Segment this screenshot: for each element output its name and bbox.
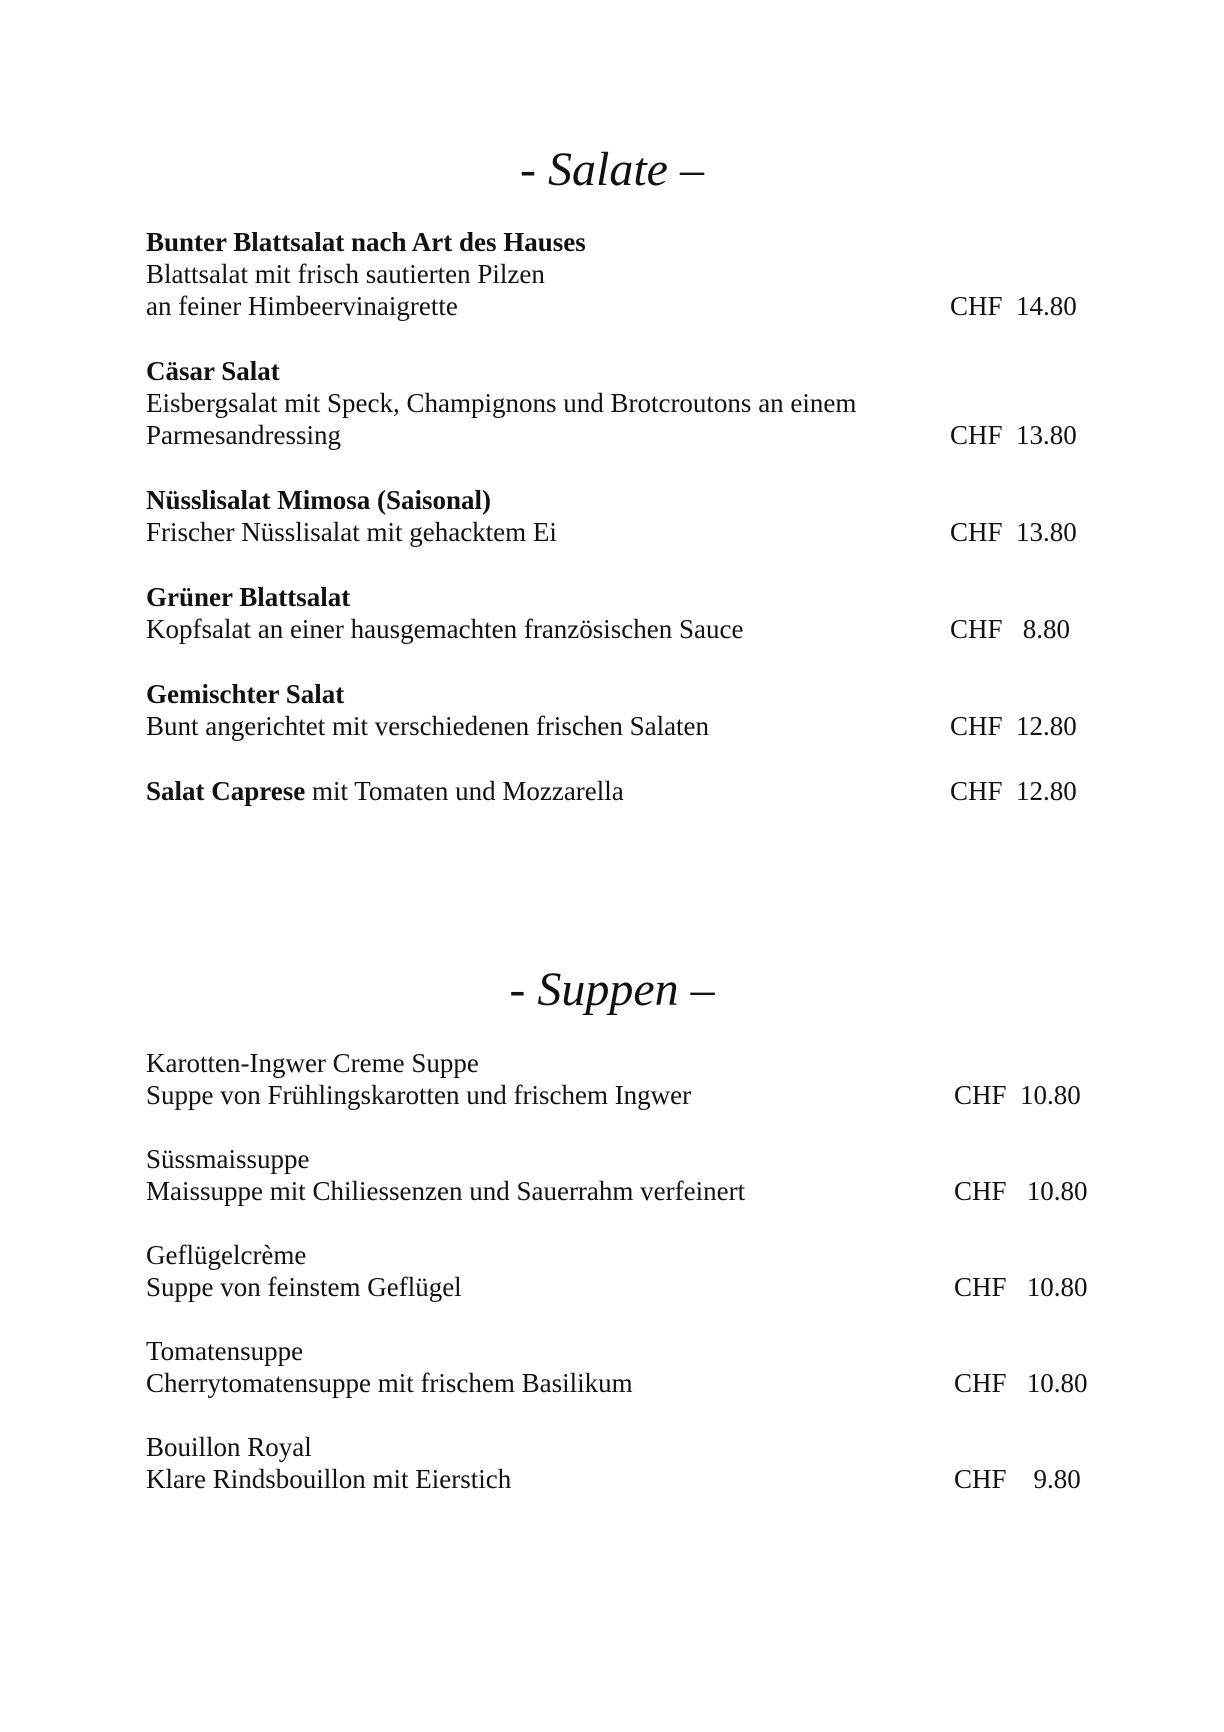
item-description: an feiner Himbeervinaigrette: [146, 291, 458, 321]
menu-item: [146, 484, 1096, 548]
menu-item: [146, 1335, 1096, 1399]
menu-item: [146, 355, 1096, 451]
menu-item: [146, 581, 1096, 645]
item-name: Süssmaissuppe: [146, 1144, 310, 1174]
item-price: CHF 10.80: [954, 1272, 1088, 1302]
item-price: CHF 13.80: [950, 420, 1077, 450]
menu-item: [146, 775, 1096, 807]
item-name: Tomatensuppe: [146, 1336, 304, 1366]
item-name: Karotten-Ingwer Creme Suppe: [146, 1048, 479, 1078]
menu-item: [146, 678, 1096, 742]
item-price: CHF 10.80: [954, 1080, 1081, 1110]
item-name: Geflügelcrème: [146, 1240, 307, 1270]
section-title-suppen: - Suppen –: [509, 963, 715, 1016]
item-description: Suppe von feinstem Geflügel: [146, 1272, 462, 1302]
item-price: CHF 12.80: [950, 711, 1077, 741]
item-price: CHF 9.80: [954, 1464, 1081, 1494]
item-name: Salat Caprese: [146, 776, 306, 806]
item-description: Klare Rindsbouillon mit Eierstich: [146, 1464, 512, 1494]
item-price: CHF 10.80: [954, 1176, 1088, 1206]
item-description: Cherrytomatensuppe mit frischem Basilikum: [146, 1368, 633, 1398]
item-description: Maissuppe mit Chiliessenzen und Sauerrahm verfeinert: [146, 1176, 746, 1206]
item-price: CHF 10.80: [954, 1368, 1088, 1398]
section-title-salate: - Salate –: [520, 143, 704, 196]
item-price: CHF 13.80: [950, 517, 1077, 547]
item-name: Nüsslisalat Mimosa (Saisonal): [146, 485, 492, 515]
item-description: Eisbergsalat mit Speck, Champignons und Brotcroutons an einem: [146, 388, 857, 418]
item-price: CHF 12.80: [950, 776, 1077, 806]
salate-list: [146, 226, 1096, 807]
item-description: mit Tomaten und Mozzarella: [305, 776, 624, 806]
menu-item: [146, 1431, 1096, 1495]
item-name: Grüner Blattsalat: [146, 582, 351, 612]
item-name: Bunter Blattsalat nach Art des Hauses: [146, 227, 586, 257]
item-description: Parmesandressing: [146, 420, 341, 450]
item-price: CHF 14.80: [950, 291, 1077, 321]
item-description: Frischer Nüsslisalat mit gehacktem Ei: [146, 517, 557, 547]
menu-item: [146, 1143, 1096, 1207]
item-name: Cäsar Salat: [146, 356, 280, 386]
item-description: Blattsalat mit frisch sautierten Pilzen: [146, 259, 545, 289]
menu-item: [146, 1047, 1096, 1111]
item-description: Kopfsalat an einer hausgemachten französischen Sauce: [146, 614, 744, 644]
menu-item: [146, 226, 1096, 322]
item-price: CHF 8.80: [950, 614, 1071, 644]
item-description: Suppe von Frühlingskarotten und frischem Ingwer: [146, 1080, 692, 1110]
suppen-list: [146, 1047, 1096, 1495]
menu-item: [146, 1239, 1096, 1303]
item-name: Gemischter Salat: [146, 679, 345, 709]
item-name: Bouillon Royal: [146, 1432, 312, 1462]
item-description: Bunt angerichtet mit verschiedenen frischen Salaten: [146, 711, 710, 741]
